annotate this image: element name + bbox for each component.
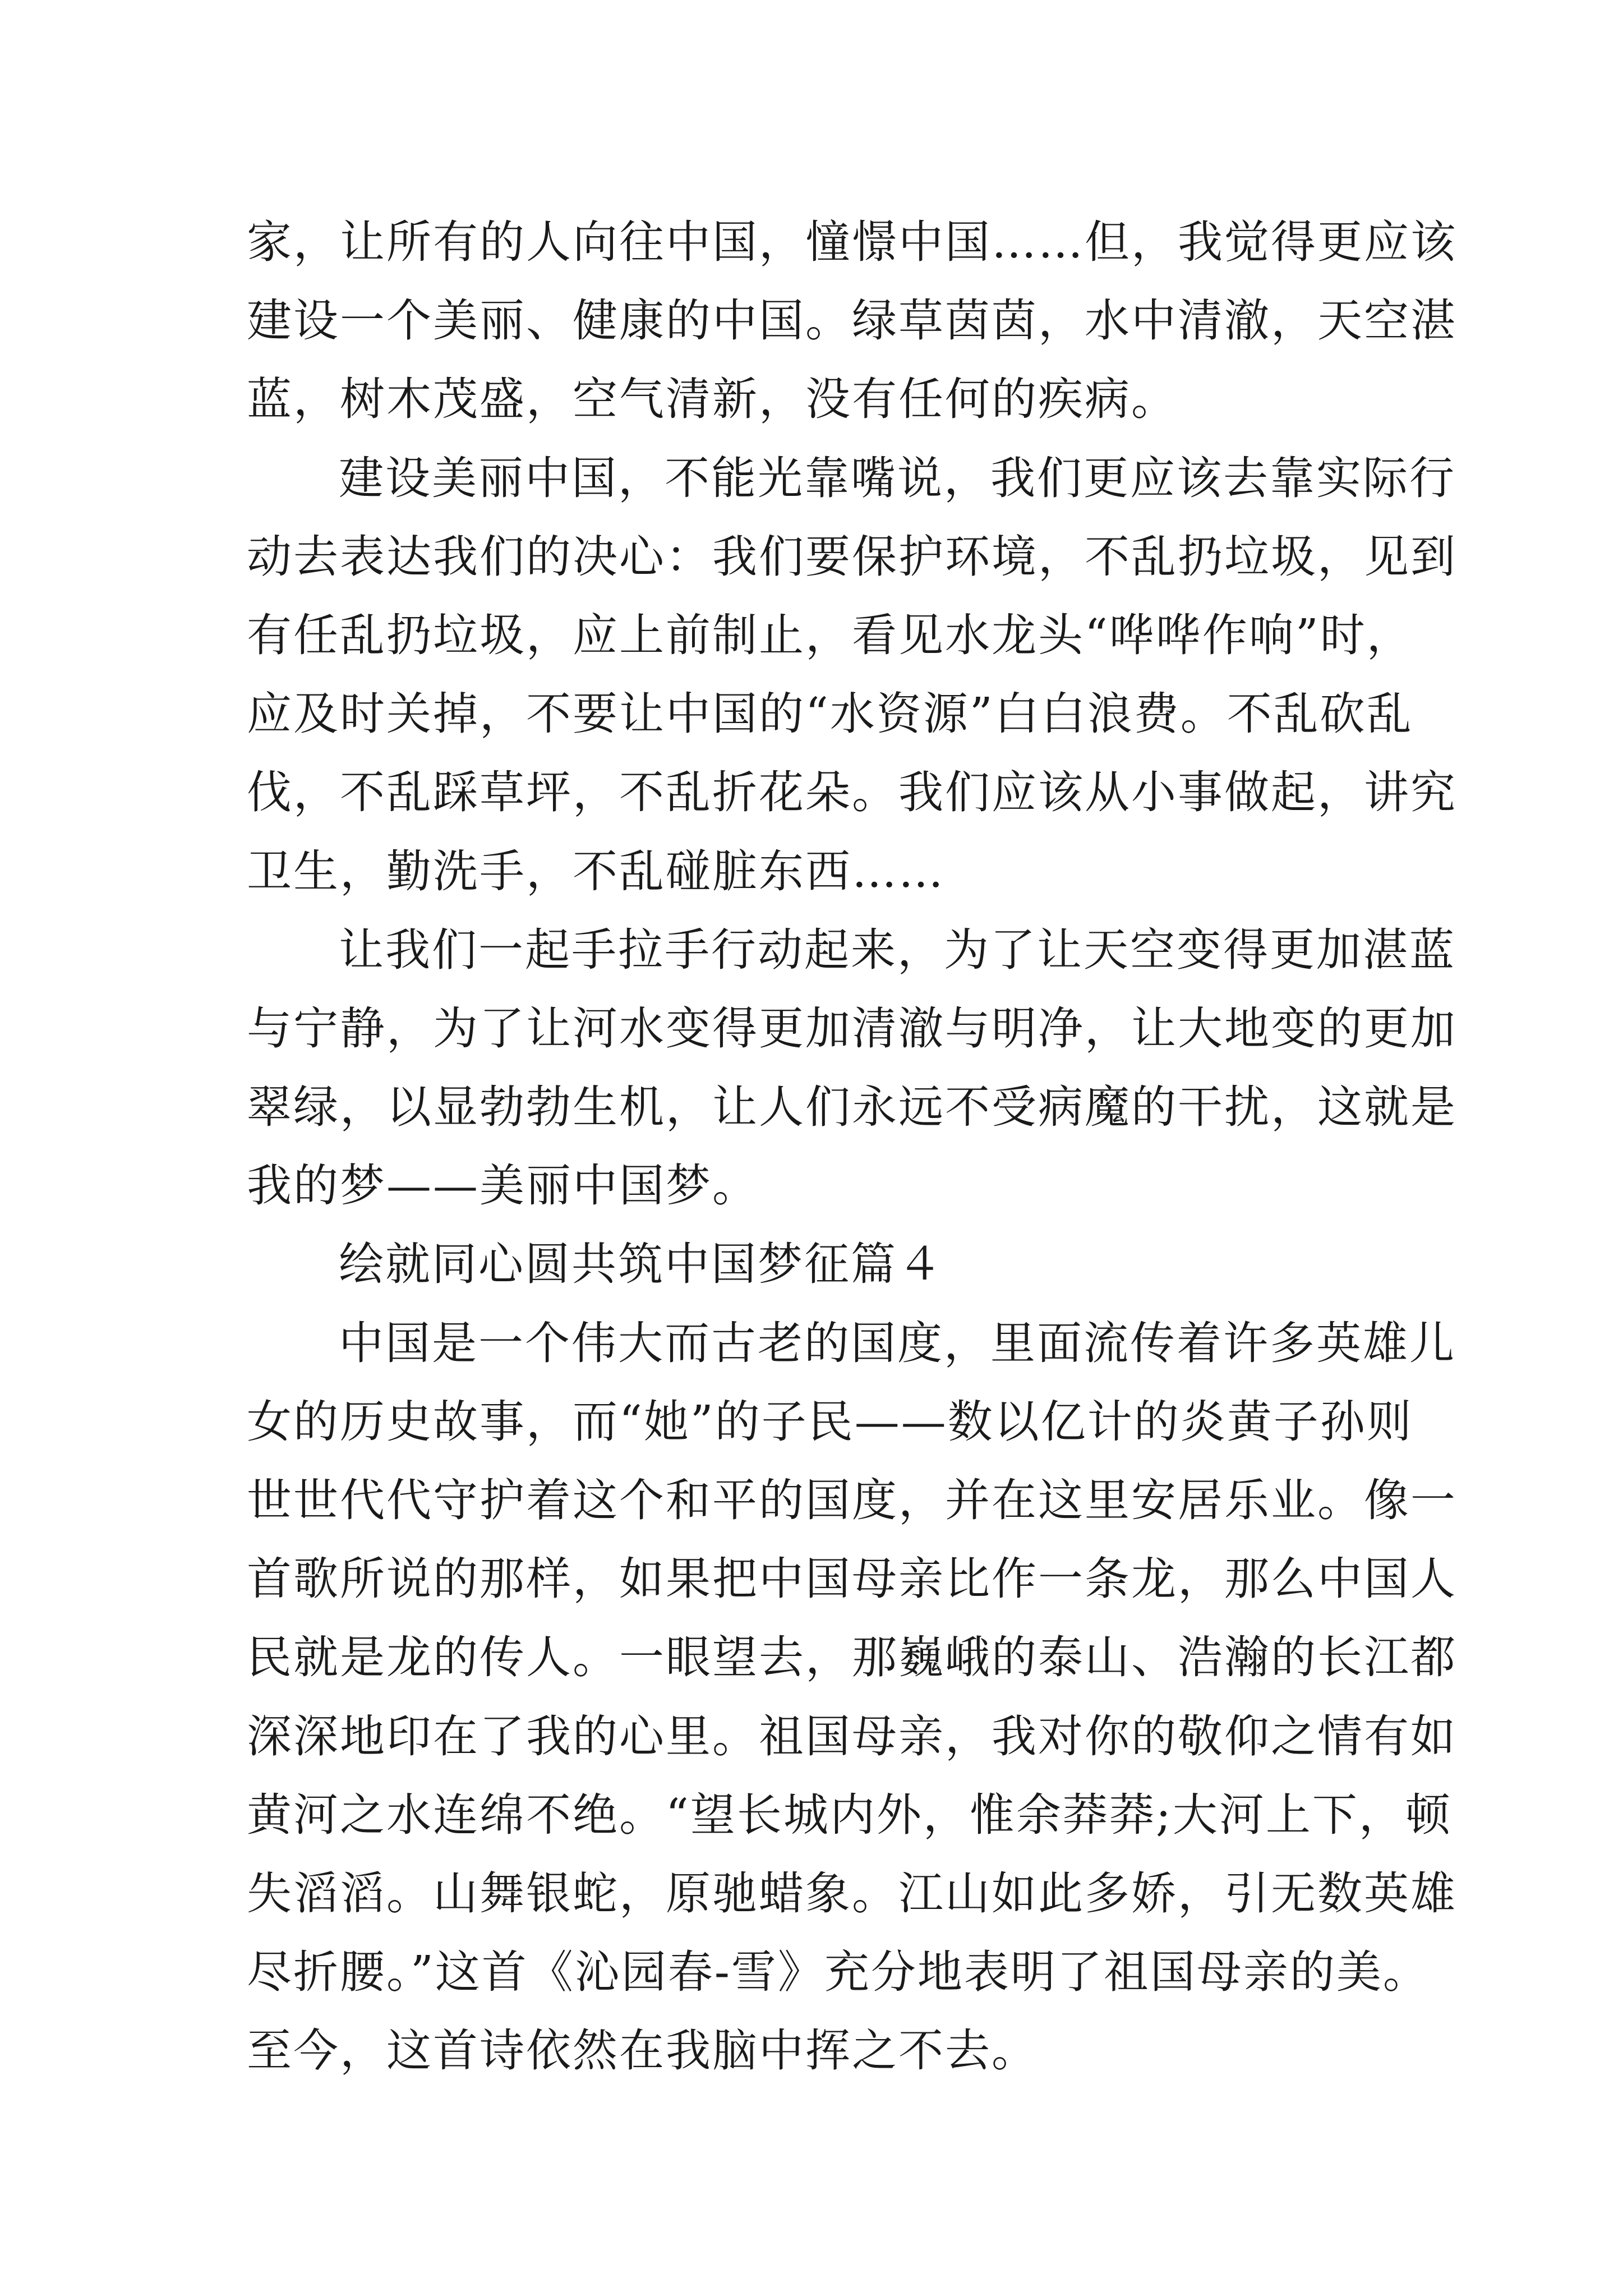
document-body [247,203,1457,2091]
text-line: 我的梦——美丽中国梦。 [247,1159,759,1212]
text-line: 世世代代守护着这个和平的国度，并在这里安居乐业。像一 [247,1474,1457,1526]
paragraph-first-line: 让我们一起手拉手行动起来，为了让天空变得更加湛蓝 [339,923,1456,976]
text-line: 尽折腰。”这首《沁园春-雪》充分地表明了祖国母亲的美。 [247,1946,1430,1999]
text-line: 动去表达我们的决心：我们要保护环境，不乱扔垃圾，见到 [247,530,1457,583]
text-line: 建设一个美丽、健康的中国。绿草茵茵，水中清澈，天空湛 [247,295,1457,347]
text-line: 蓝，树木茂盛，空气清新，没有任何的疾病。 [247,373,1178,426]
paragraph-first-line: 建设美丽中国，不能光靠嘴说，我们更应该去靠实际行 [339,452,1456,504]
text-line: 首歌所说的那样，如果把中国母亲比作一条龙，那么中国人 [247,1553,1457,1605]
text-line: 应及时关掉，不要让中国的“水资源”白白浪费。不乱砍乱 [247,688,1413,740]
text-line: 女的历史故事，而“她”的子民——数以亿计的炎黄子孙则 [247,1395,1413,1448]
text-line: 伐，不乱踩草坪，不乱折花朵。我们应该从小事做起，讲究 [247,766,1457,819]
paragraph-first-line: 中国是一个伟大而古老的国度，里面流传着许多英雄儿 [339,1317,1456,1369]
text-line: 黄河之水连绵不绝。“望长城内外，惟余莽莽;大河上下，顿 [247,1788,1452,1841]
text-line: 至今，这首诗依然在我脑中挥之不去。 [247,2024,1038,2077]
paragraph-first-line: 绘就同心圆共筑中国梦征篇４ [339,1238,944,1291]
text-line: 失滔滔。山舞银蛇，原驰蜡象。江山如此多娇，引无数英雄 [247,1867,1457,1920]
text-line: 家，让所有的人向往中国，憧憬中国……但，我觉得更应该 [247,216,1457,268]
text-line: 民就是龙的传人。一眼望去，那巍峨的泰山、浩瀚的长江都 [247,1631,1457,1684]
text-line: 卫生，勤洗手，不乱碰脏东西…… [247,845,945,898]
text-line: 深深地印在了我的心里。祖国母亲，我对你的敬仰之情有如 [247,1710,1457,1763]
text-line: 与宁静，为了让河水变得更加清澈与明净，让大地变的更加 [247,1002,1457,1055]
text-line: 有任乱扔垃圾，应上前制止，看见水龙头“哗哗作响”时， [247,609,1413,661]
text-line: 翠绿，以显勃勃生机，让人们永远不受病魔的干扰，这就是 [247,1081,1457,1134]
